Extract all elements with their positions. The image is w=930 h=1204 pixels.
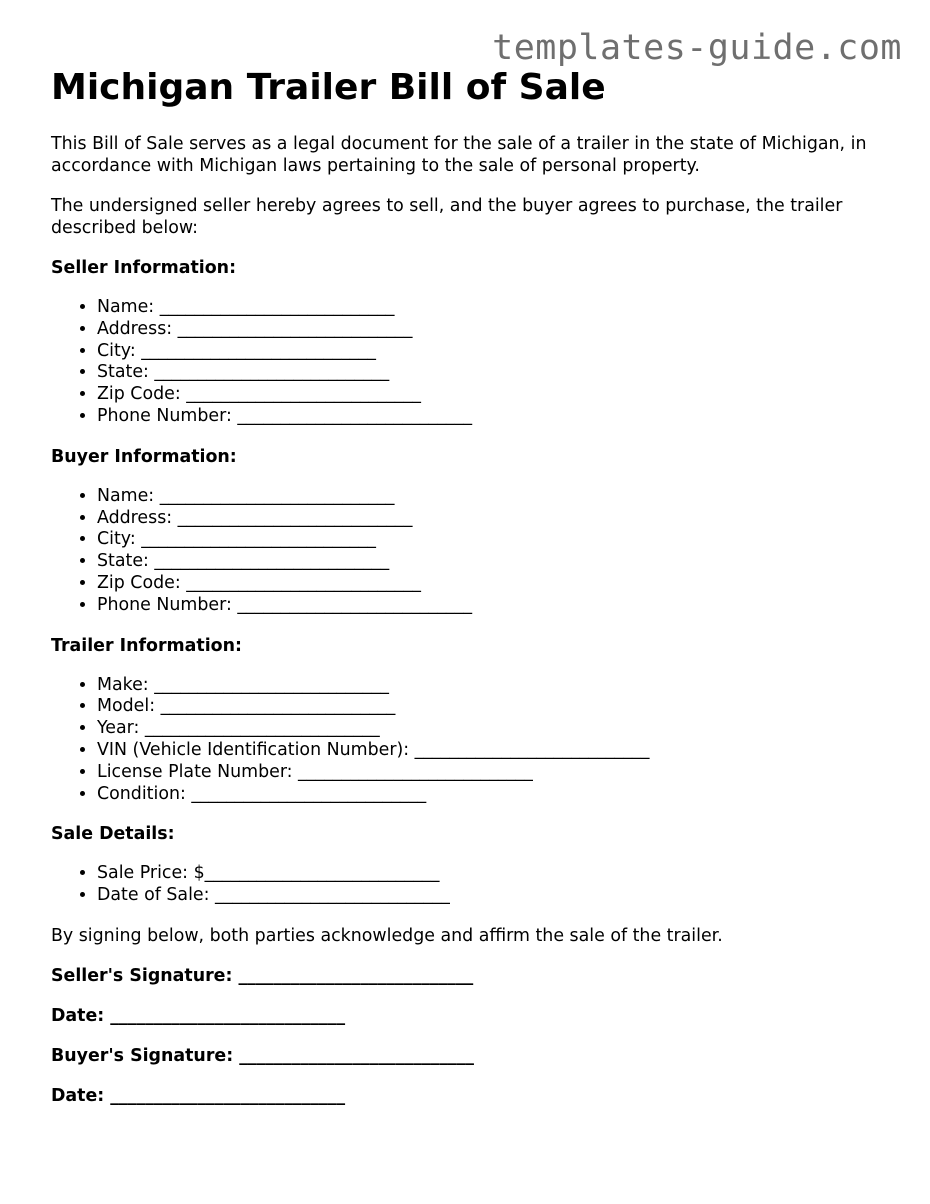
seller-date-field[interactable]: Date: ___________________________ <box>51 1005 346 1026</box>
buyer-date-field[interactable]: Date: ___________________________ <box>51 1085 346 1106</box>
trailer-plate-field[interactable]: • License Plate Number: ___________________________ <box>97 762 901 784</box>
trailer-condition-field[interactable]: • Condition: ___________________________ <box>97 784 901 806</box>
trailer-model-field[interactable]: • Model: ___________________________ <box>97 696 901 718</box>
watermark: templates-guide.com <box>492 28 902 68</box>
seller-info-heading: Seller Information: <box>51 258 237 278</box>
seller-address-field[interactable]: • Address: ___________________________ <box>97 319 901 341</box>
buyer-address-field[interactable]: • Address: ___________________________ <box>97 508 901 530</box>
sale-date-field[interactable]: • Date of Sale: ___________________________ <box>97 885 901 907</box>
trailer-make-field[interactable]: • Make: ___________________________ <box>97 675 901 697</box>
agreement-paragraph: The undersigned seller hereby agrees to sell, and the buyer agrees to purchase, the trailer described below: <box>51 196 843 238</box>
trailer-info-list <box>51 675 901 806</box>
buyer-info-list <box>51 486 901 617</box>
buyer-signature-field[interactable]: Buyer's Signature: ___________________________ <box>51 1045 474 1066</box>
seller-zip-field[interactable]: • Zip Code: ___________________________ <box>97 384 901 406</box>
trailer-year-field[interactable]: • Year: ___________________________ <box>97 718 901 740</box>
trailer-info-heading: Trailer Information: <box>51 635 242 656</box>
sale-details-heading: Sale Details: <box>51 824 175 845</box>
buyer-name-field[interactable]: • Name: ___________________________ <box>97 486 901 508</box>
trailer-vin-field[interactable]: • VIN (Vehicle Identification Number): ___________________________ <box>97 740 901 762</box>
buyer-phone-field[interactable]: • Phone Number: ___________________________ <box>97 595 901 617</box>
document-page <box>51 64 901 1107</box>
seller-phone-field[interactable]: • Phone Number: ___________________________ <box>97 406 901 428</box>
buyer-info-heading: Buyer Information: <box>51 446 237 467</box>
buyer-zip-field[interactable]: • Zip Code: ___________________________ <box>97 573 901 595</box>
sale-price-field[interactable]: • Sale Price: $___________________________ <box>97 863 901 885</box>
sale-details-list <box>51 863 901 907</box>
intro-paragraph: This Bill of Sale serves as a legal document for the sale of a trailer in the state of Michigan, in accordance with Michigan laws pertaining to the sale of personal property. <box>51 134 867 176</box>
page-title: Michigan Trailer Bill of Sale <box>51 67 606 108</box>
buyer-city-field[interactable]: • City: ___________________________ <box>97 529 901 551</box>
seller-signature-field[interactable]: Seller's Signature: ___________________________ <box>51 965 474 986</box>
seller-name-field[interactable]: • Name: ___________________________ <box>97 297 901 319</box>
acknowledgment-paragraph: By signing below, both parties acknowledge and affirm the sale of the trailer. <box>51 925 723 946</box>
seller-info-list <box>51 297 901 428</box>
buyer-state-field[interactable]: • State: ___________________________ <box>97 551 901 573</box>
seller-state-field[interactable]: • State: ___________________________ <box>97 362 901 384</box>
seller-city-field[interactable]: • City: ___________________________ <box>97 341 901 363</box>
